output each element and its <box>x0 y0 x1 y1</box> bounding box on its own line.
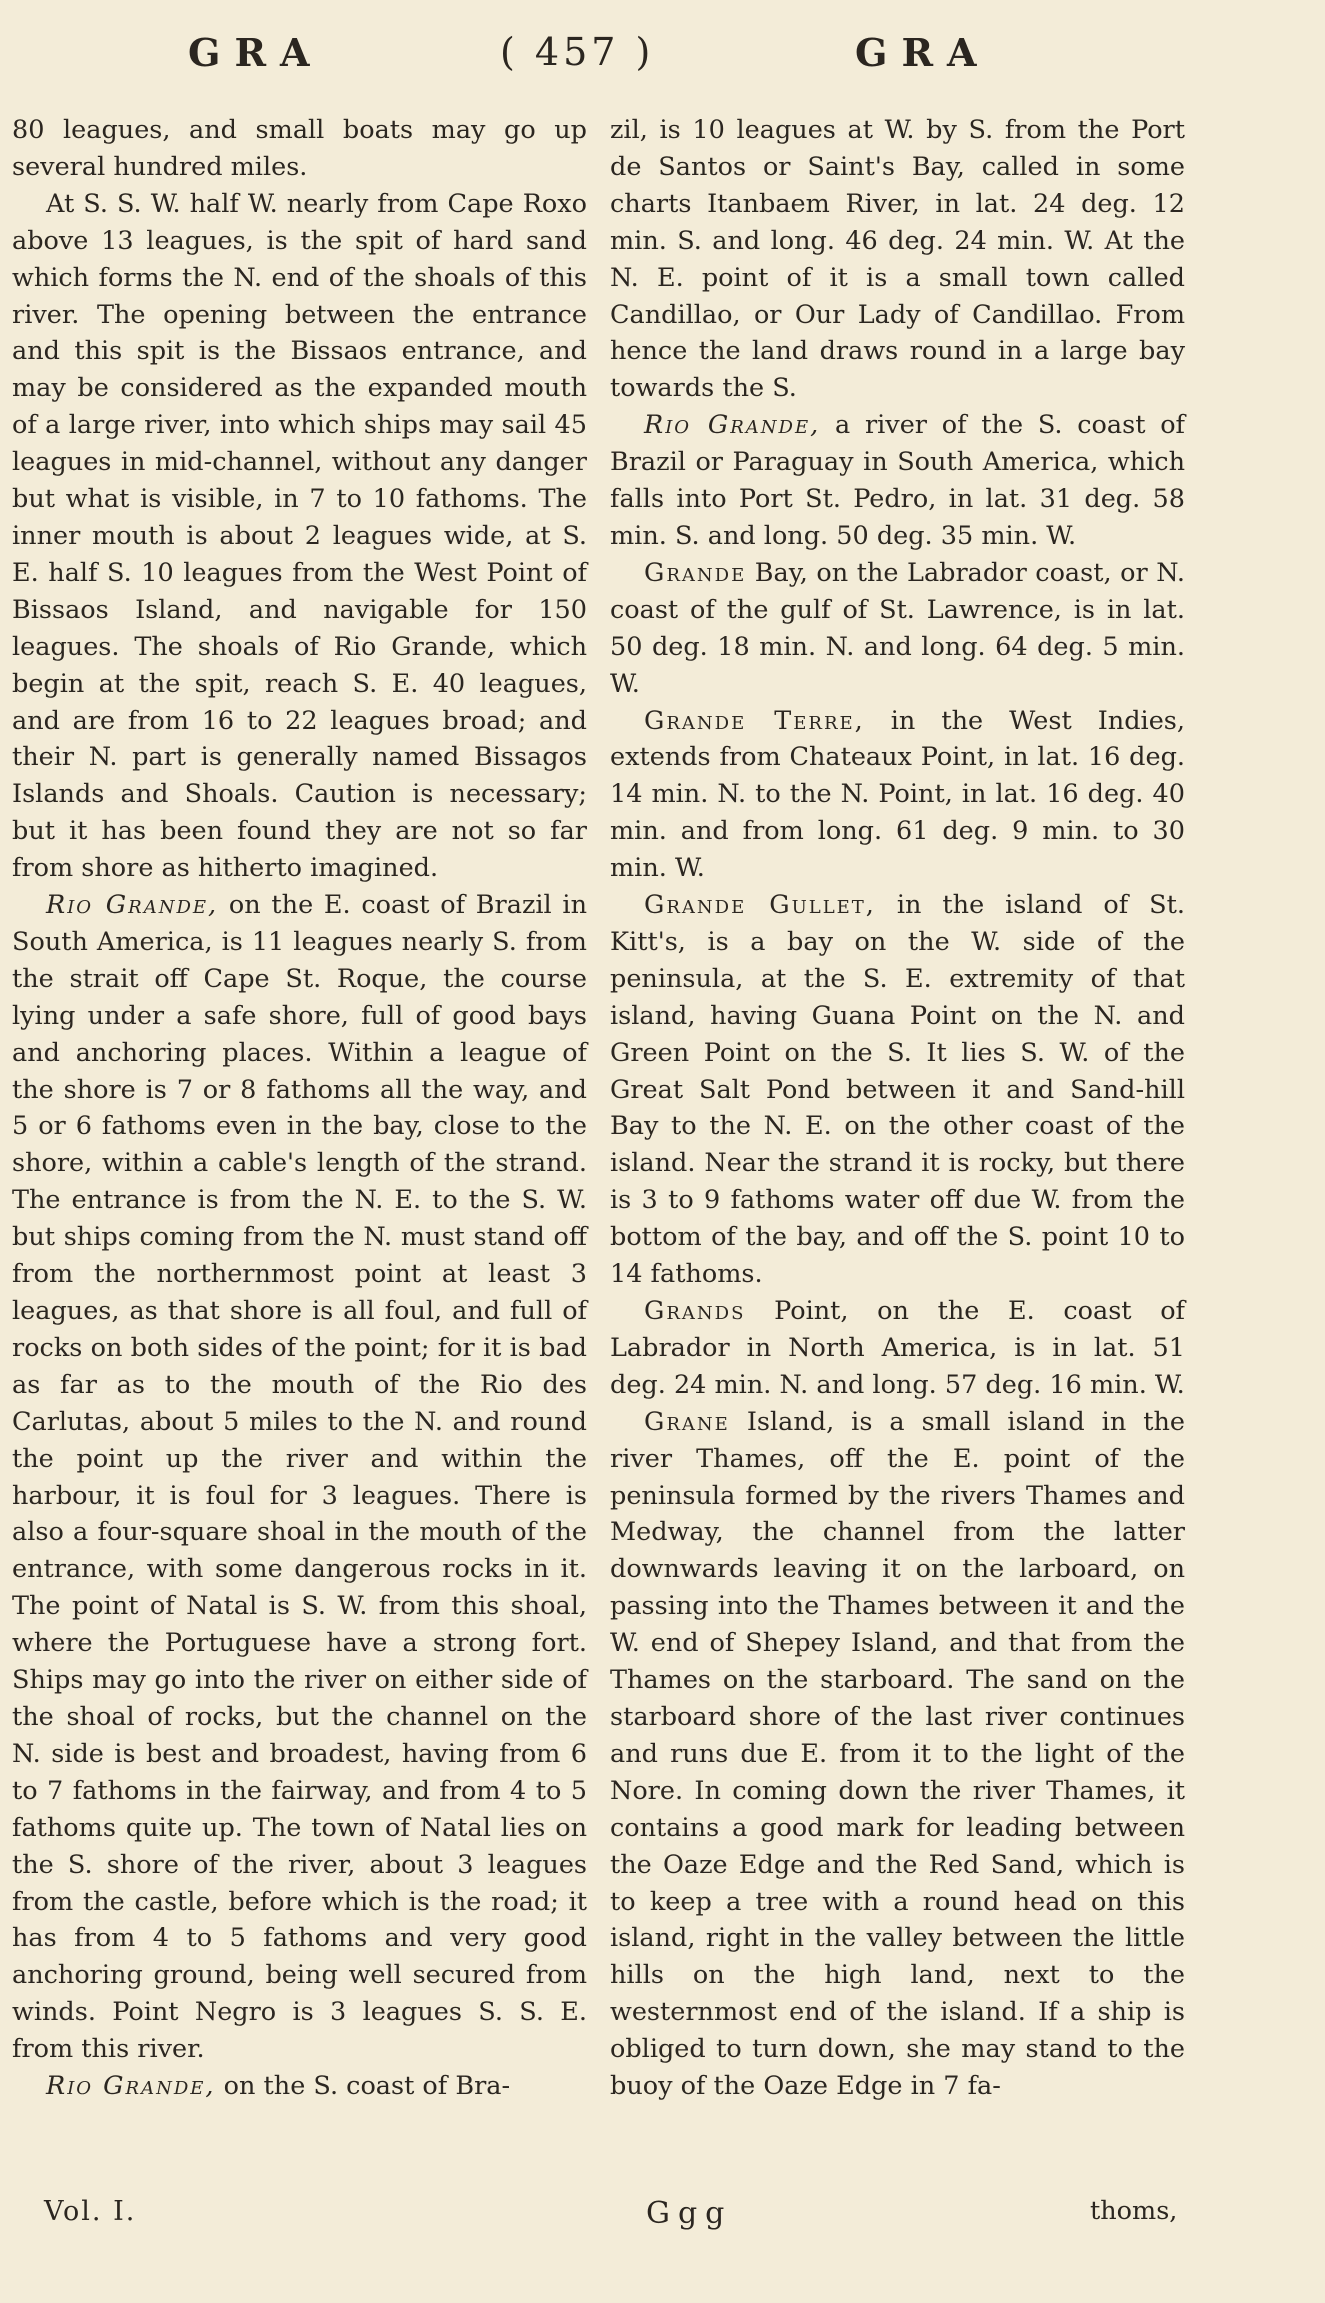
signature-mark: Ggg <box>646 2196 733 2231</box>
volume-label: Vol. I. <box>44 2196 137 2227</box>
paragraph: At S. S. W. half W. nearly from Cape Roxo above 13 leagues, is the spit of hard sand which forms the N. end of the shoals of this river. The opening between the entrance and this spit is the Bissaos entrance, and may be considered as the expanded mouth of a large river, into which ships may sail 45 leagues in mid-channel, without any danger but what is visible, in 7 to 10 fathoms. The inner mouth is about 2 leagues wide, at S. E. half S. 10 leagues from the West Point of Bissaos Island, and navigable for 150 leagues. The shoals of Rio Grande, which begin at the spit, reach S. E. 40 leagues, and are from 16 to 22 leagues broad; and their N. part is generally named Bissagos Islands and Shoals. Caution is necessary; but it has been found they are not so far from shore as hitherto imagined. <box>12 188 587 884</box>
entry-heading: Grande Terre, <box>644 705 865 736</box>
entry-heading: Rio Grande, <box>46 890 219 921</box>
entry-heading: Rio Grande, <box>644 410 821 441</box>
entry-text: on the S. coast of Bra- <box>223 2071 511 2102</box>
entry-text: in the West Indies, extends from Chateaux Point, in lat. 16 deg. 14 min. N. to the N. Point, in lat. 16 deg. 40 min. and from long. 61 deg. 9 min. to 30 min. W. <box>610 705 1185 884</box>
header-right: GRA <box>855 30 991 75</box>
entry-heading: Grane <box>644 1406 730 1437</box>
entry-text: Point, on the E. coast of Labrador in North America, is in lat. 51 deg. 24 min. N. and long. 57 deg. 16 min. W. <box>610 1296 1185 1400</box>
entry-grane-island <box>610 1404 1185 2105</box>
catchword: thoms, <box>1090 2196 1178 2226</box>
entry-heading: Grande Gullet, <box>644 890 876 921</box>
page-number: ( 457 ) <box>500 30 655 74</box>
entry-grande-terre <box>610 703 1185 888</box>
running-header <box>0 30 1325 90</box>
header-left: GRA <box>188 30 324 75</box>
entry-text: a river of the S. coast of Brazil or Paraguay in South America, which falls into Port St. Pedro, in lat. 31 deg. 58 min. S. and long. 50 deg. 35 min. W. <box>610 410 1185 551</box>
entry-heading: Grande <box>644 557 747 588</box>
entry-grande-gullet <box>610 887 1185 1293</box>
left-column <box>12 112 587 2105</box>
entry-rio-grande-paraguay <box>610 407 1185 555</box>
entry-text: Bay, on the Labrador coast, or N. coast of the gulf of St. Lawrence, is in lat. 50 deg. 18 min. N. and long. 64 deg. 5 min. W. <box>610 557 1185 699</box>
entry-grands-point <box>610 1293 1185 1404</box>
paragraph: 80 leagues, and small boats may go up several hundred miles. <box>12 115 587 182</box>
entry-text: Island, is a small island in the river Thames, off the E. point of the peninsula formed by the rivers Thames and Medway, the channel from the latter downwards leaving it on the larboard, on passing into the Thames between it and the W. end of Shepey Island, and that from the Thames on the starboard. The sand on the starboard shore of the last river continues and runs due E. from it to the light of the Nore. In coming down the river Thames, it contains a good mark for leading between the Oaze Edge and the Red Sand, which is to keep a tree with a round head on this island, right in the valley between the little hills on the high land, next to the westernmost end of the island. If a ship is obliged to turn down, she may stand to the buoy of the Oaze Edge in 7 fa- <box>610 1406 1186 2102</box>
entry-heading: Grands <box>644 1296 746 1326</box>
entry-grande-bay <box>610 555 1185 703</box>
entry-text: on the E. coast of Brazil in South America, is 11 leagues nearly S. from the strait off Cape St. Roque, the course lying under a safe shore, full of good bays and anchoring places. Within a league of the shore is 7 or 8 fathoms all the way, and 5 or 6 fathoms even in the bay, close to the shore, within a cable's length of the strand. The entrance is from the N. E. to the S. W. but ships coming from the N. must stand off from the northernmost point at least 3 leagues, as that shore is all foul, and full of rocks on both sides of the point; for it is bad as far as to the mouth of the Rio des Carlutas, about 5 miles to the N. and round the point up the river and within the harbour, it is foul for 3 leagues. There is also a four-square shoal in the mouth of the entrance, with some dangerous rocks in it. The point of Natal is S. W. from this shoal, where the Portuguese have a strong fort. Ships may go into the river on either side of the shoal of rocks, but the channel on the N. side is best and broadest, having from 6 to 7 fathoms in the fairway, and from 4 to 5 fathoms quite up. The town of Natal lies on the S. shore of the river, about 3 leagues from the castle, before which is the road; it has from 4 to 5 fathoms and very good anchoring ground, being well secured from winds. Point Negro is 3 leagues S. S. E. from this river. <box>12 890 587 2065</box>
entry-heading: Rio Grande, <box>46 2071 216 2102</box>
paragraph: zil, is 10 leagues at W. by S. from the Port de Santos or Saint's Bay, called in some charts Itanbaem River, in lat. 24 deg. 12 min. S. and long. 46 deg. 24 min. W. At the N. E. point of it is a small town called Candillao, or Our Lady of Candillao. From hence the land draws round in a large bay towards the S. <box>610 115 1185 404</box>
entry-rio-grande-brazil-s <box>12 2068 587 2105</box>
entry-rio-grande-brazil-e <box>12 887 587 2068</box>
entry-text: in the island of St. Kitt's, is a bay on the W. side of the peninsula, at the S. E. extremity of that island, having Guana Point on the N. and Green Point on the S. It lies S. W. of the Great Salt Pond between it and Sand-hill Bay to the N. E. on the other coast of the island. Near the strand it is rocky, but there is 3 to 9 fathoms water off due W. from the bottom of the bay, and off the S. point 10 to 14 fathoms. <box>610 890 1186 1290</box>
right-column <box>610 112 1185 2105</box>
